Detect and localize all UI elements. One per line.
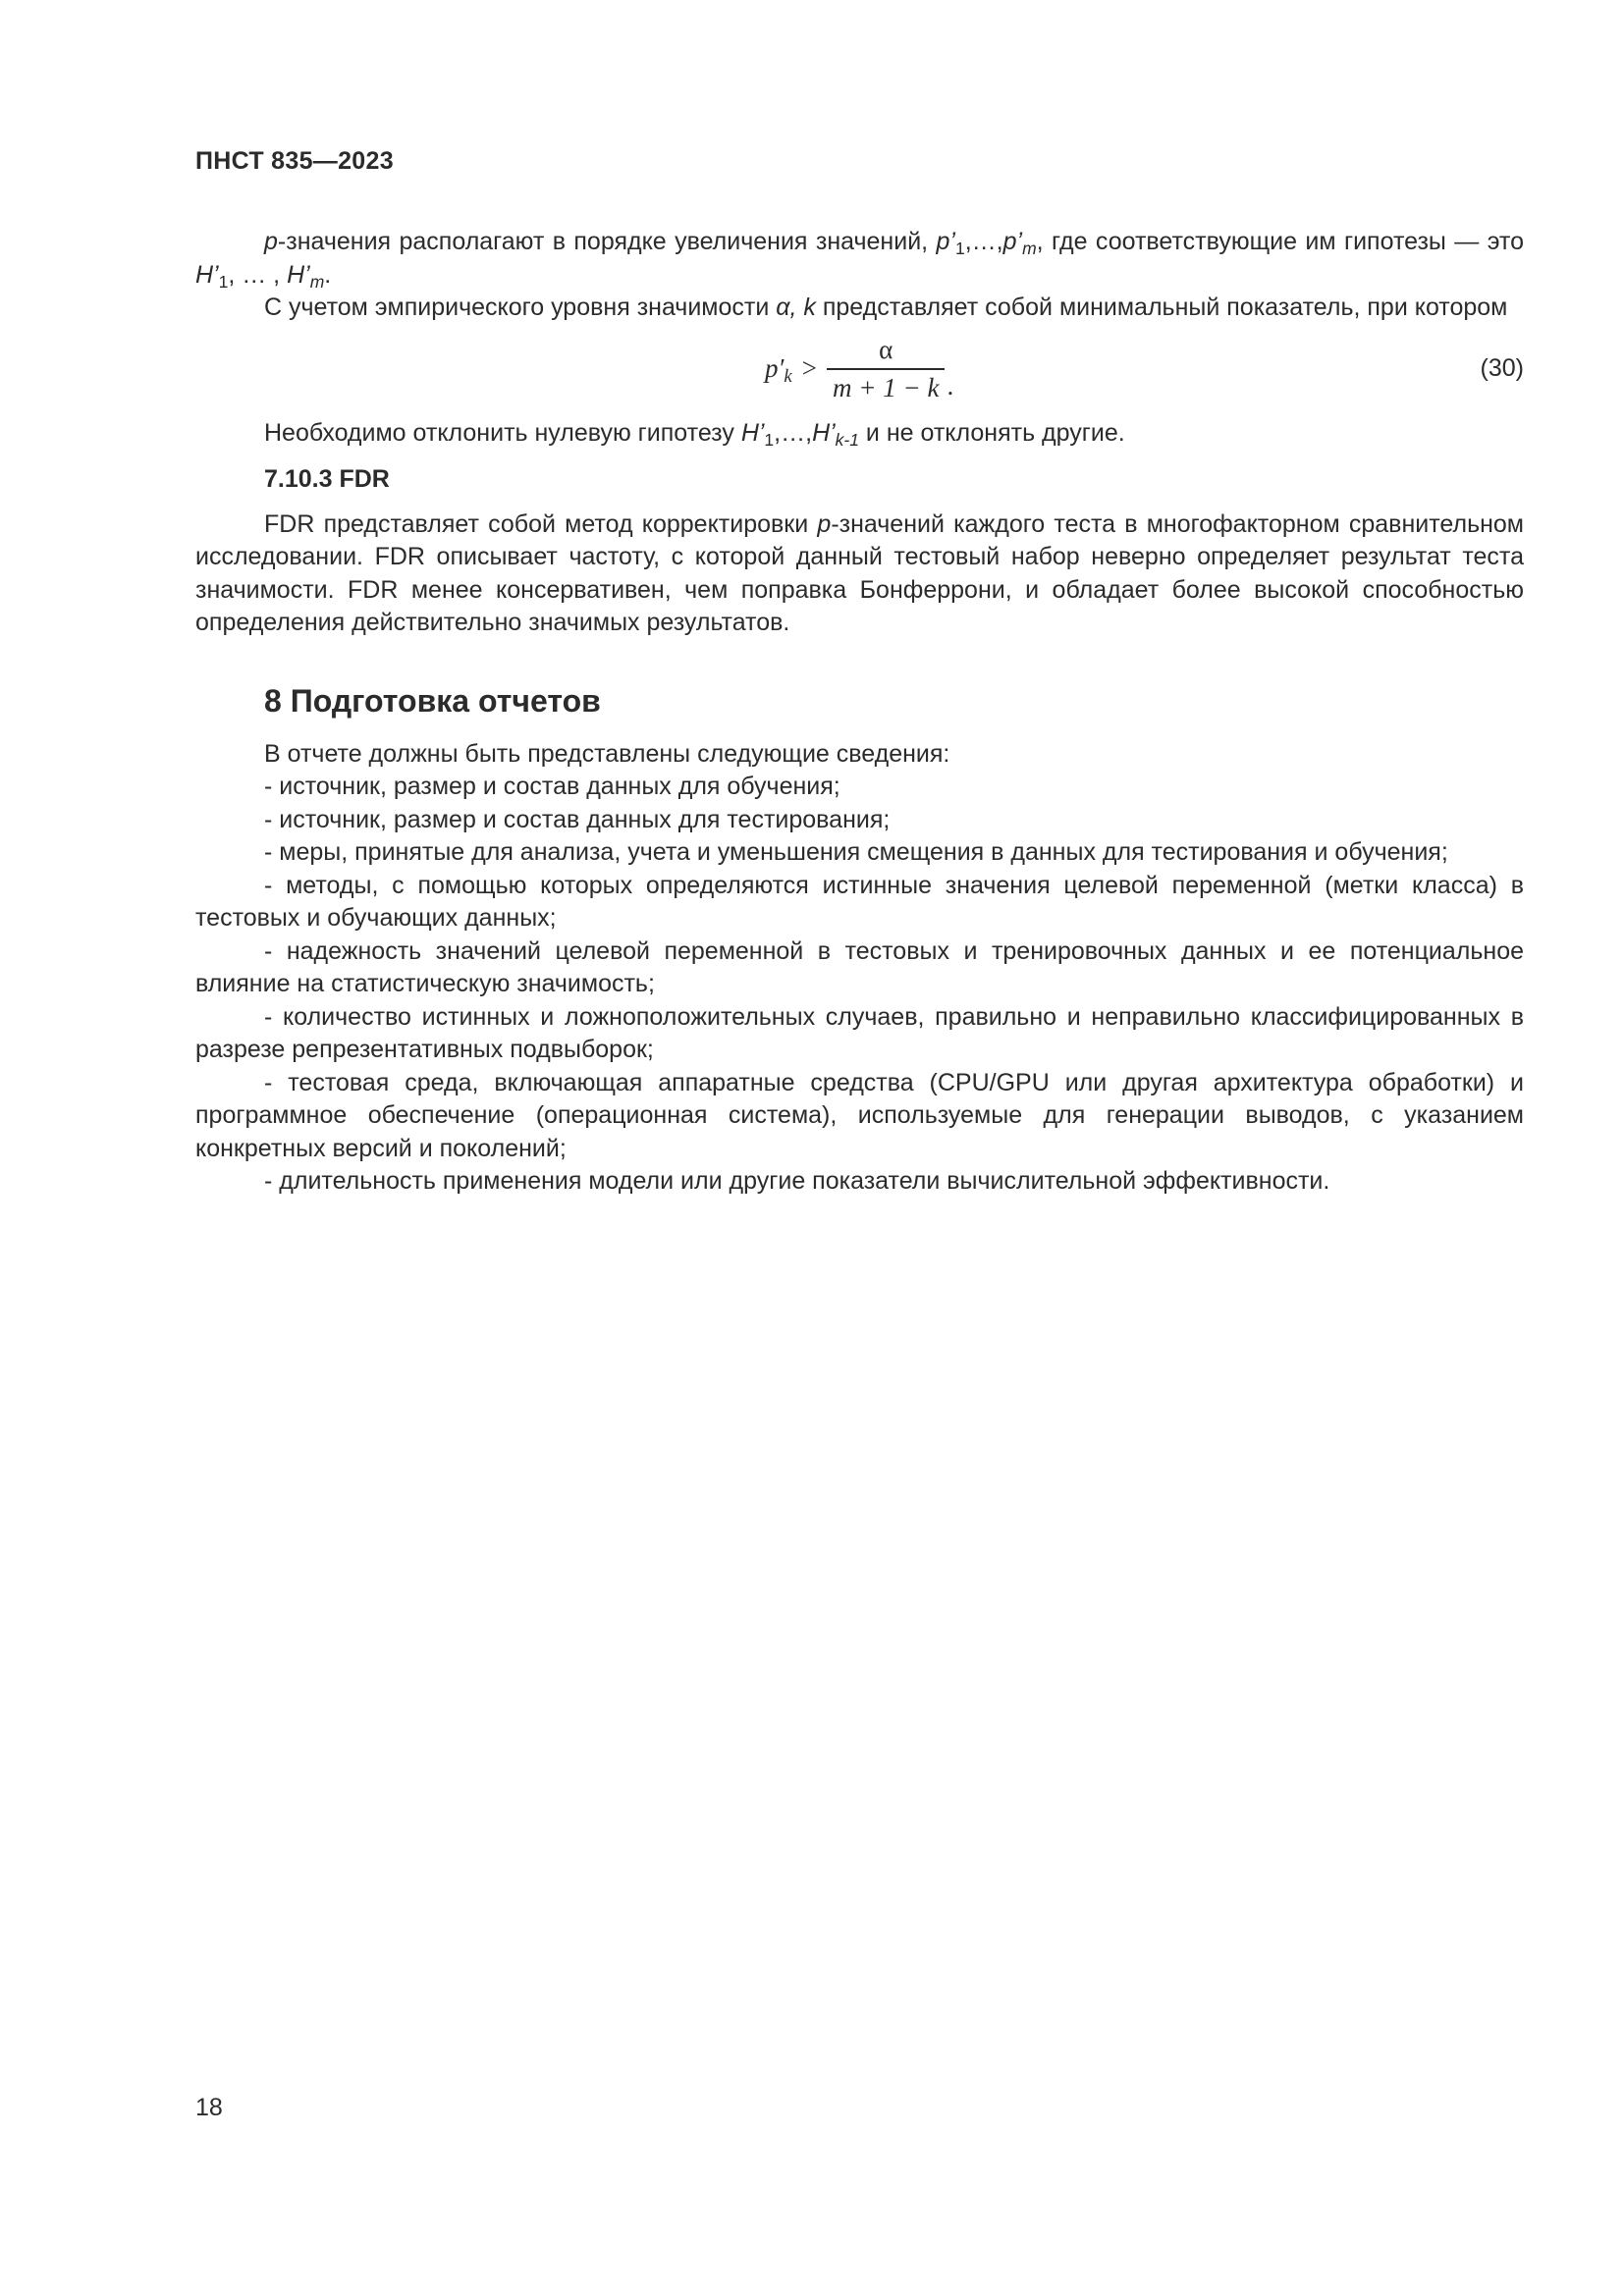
- list-item: - методы, с помощью которых определяются истинные значения целевой переменной (метки класса) в тестовых и обучающих данных;: [195, 871, 1524, 932]
- formula-30: [195, 331, 1524, 411]
- paragraph-significance-level: С учетом эмпирического уровня значимости α, k представляет собой минимальный показатель, при котором: [264, 294, 1508, 321]
- p-variable: p: [264, 228, 278, 255]
- section-heading-reports: 8 Подготовка отчетов: [264, 682, 601, 719]
- list-item: - количество истинных и ложноположительных случаев, правильно и неправильно классифицированных в разрезе репрезентативных подвыборок;: [195, 1002, 1524, 1063]
- page-content: [195, 226, 1524, 1199]
- list-item: - источник, размер и состав данных для тестирования;: [264, 805, 891, 833]
- document-id-header: ПНСТ 835—2023: [195, 147, 394, 175]
- formula-expression: $p'_k$ > $\frac{\alpha}{m + 1 - k}$ .: [765, 335, 954, 402]
- equation-number: (30): [1480, 353, 1524, 382]
- list-item: - длительность применения модели или другие показатели вычислительной эффективности.: [264, 1167, 1330, 1195]
- formula-denominator: m + 1 − k: [833, 372, 940, 402]
- subsection-heading-fdr: 7.10.3 FDR: [264, 465, 390, 493]
- paragraph-reject-hypothesis: Необходимо отклонить нулевую гипотезу $H’_1,\dots,H’_{k-1}$ и не отклонять другие.: [264, 418, 1125, 450]
- paragraph-fdr: FDR представляет собой метод корректировки p-значений каждого теста в многофакторном сравнительном исследовании. FDR описывает частоту, с которой данный тестовый набор неверно определяет результат теста значимости. FDR менее консервативен, чем поправка Бонферрони, и обладает более высокой способностью определения действительно значимых результатов.: [195, 509, 1524, 636]
- formula-numerator: α: [879, 335, 893, 364]
- formula-fraction: [827, 335, 945, 402]
- list-item: - меры, принятые для анализа, учета и уменьшения смещения в данных для тестирования и обучения;: [264, 838, 1448, 866]
- page-number: 18: [195, 2094, 223, 2121]
- section-intro: В отчете должны быть представлены следующие сведения:: [264, 739, 950, 768]
- list-item: - источник, размер и состав данных для обучения;: [264, 773, 840, 800]
- paragraph-p-values-order: p-значения располагают в порядке увеличения значений, $p’_1,\dots,p’_m$, где соответствующие им гипотезы — это $H’_1$, … , $H’_m$.: [195, 228, 1524, 292]
- list-item: - надежность значений целевой переменной в тестовых и тренировочных данных и ее потенциальное влияние на статистическую значимость;: [195, 936, 1524, 997]
- list-item: - тестовая среда, включающая аппаратные средства (CPU/GPU или другая архитектура обработки) и программное обеспечение (операционная система), используемые для генерации выводов, с указанием конкретных версий и поколений;: [195, 1068, 1524, 1162]
